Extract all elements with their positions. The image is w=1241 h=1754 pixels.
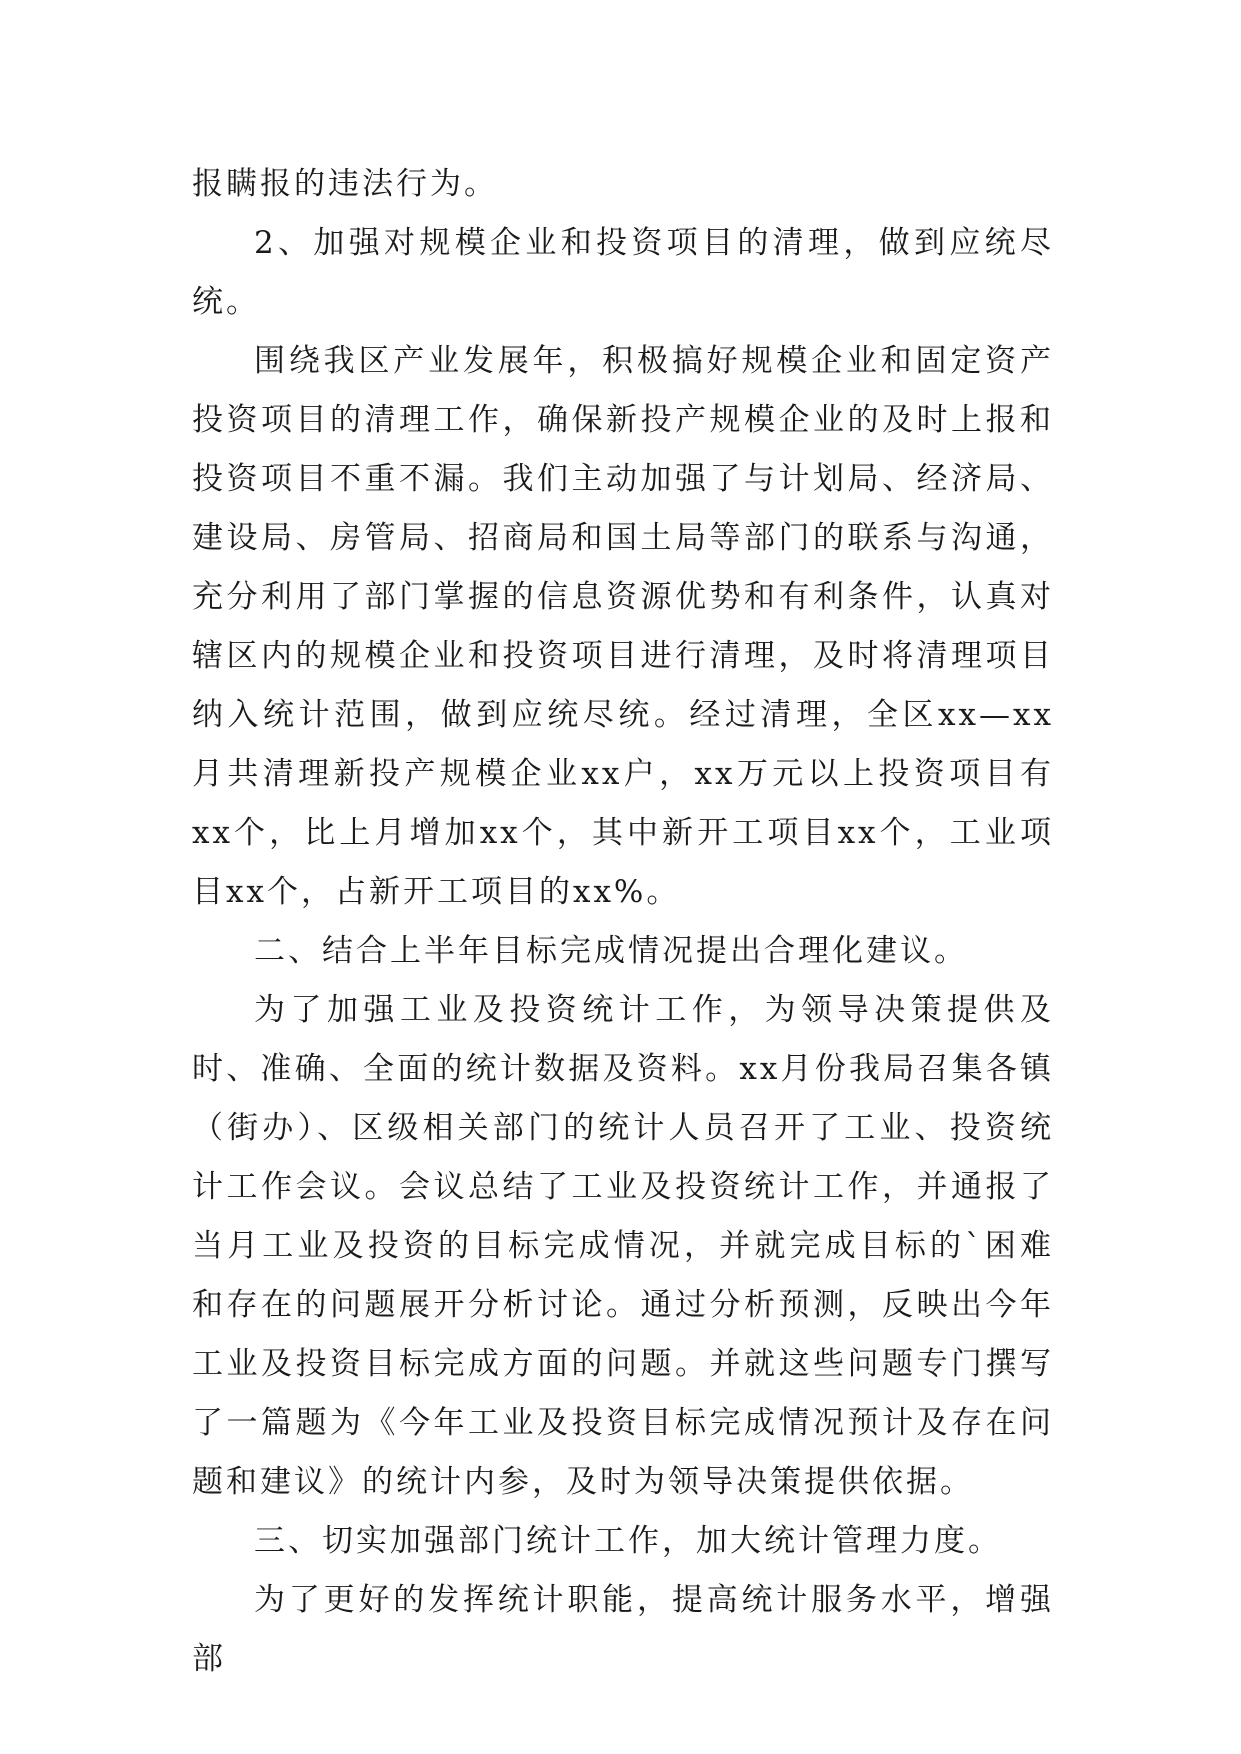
paragraph-subheading-2: 2、加强对规模企业和投资项目的清理，做到应统尽统。 (192, 225, 1054, 320)
paragraph-statistics-function: 为了更好的发挥统计职能，提高统计服务水平，增强部 (192, 1582, 1054, 1677)
paragraph-meeting-details: 为了加强工业及投资统计工作，为领导决策提供及时、准确、全面的统计数据及资料。xx月份我局召集各镇（街办）、区级相关部门的统计人员召开了工业、投资统计工作会议。会议总结了工业及投资统计工作，并通报了当月工业及投资的目标完成情况，并就完成目标的`困难和存在的问题展开分析讨论。通过分析预测，反映出今年工业及投资目标完成方面的问题。并就这些问题专门撰写了一篇题为《今年工业及投资目标完成情况预计及存在问题和建议》的统计内参，及时为领导决策提供依据。 (192, 992, 1054, 1500)
body-text (192, 155, 1054, 1689)
paragraph-cleanup-details: 围绕我区产业发展年，积极搞好规模企业和固定资产投资项目的清理工作，确保新投产规模企业的及时上报和投资项目不重不漏。我们主动加强了与计划局、经济局、建设局、房管局、招商局和国土局等部门的联系与沟通，充分利用了部门掌握的信息资源优势和有利条件，认真对辖区内的规模企业和投资项目进行清理，及时将清理项目纳入统计范围，做到应统尽统。经过清理，全区xx—xx月共清理新投产规模企业xx户，xx万元以上投资项目有xx个，比上月增加xx个，其中新开工项目xx个，工业项目xx个，占新开工项目的xx%。 (192, 343, 1054, 910)
paragraph-heading-2: 二、结合上半年目标完成情况提出合理化建议。 (254, 933, 968, 969)
paragraph-continuation: 报瞒报的违法行为。 (192, 166, 498, 202)
paragraph-heading-3: 三、切实加强部门统计工作，加大统计管理力度。 (254, 1523, 1002, 1559)
